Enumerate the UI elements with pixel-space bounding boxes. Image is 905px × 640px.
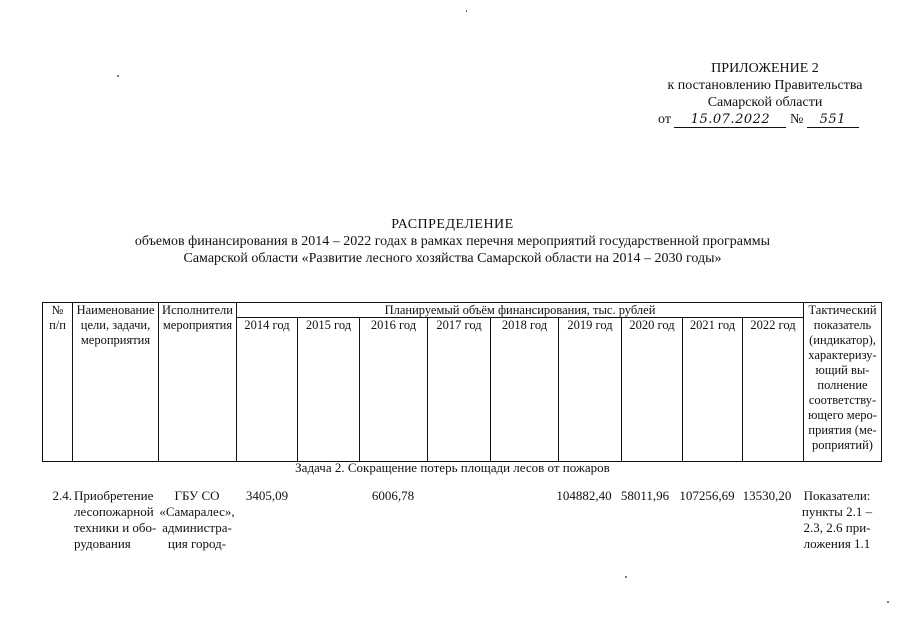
year-2020: 2020 год (622, 318, 683, 462)
row-number: 2.4. (52, 488, 72, 503)
scan-speck (466, 10, 467, 12)
year-2019: 2019 год (559, 318, 622, 462)
appendix-title: ПРИЛОЖЕНИЕ 2 (711, 61, 819, 76)
year-2018: 2018 год (491, 318, 559, 462)
value-2019: 104882,40 (556, 488, 612, 503)
value-2020: 58011,96 (620, 488, 670, 503)
title-line-2: объемов финансирования в 2014 – 2022 годах в рамках перечня мероприятий государственной программы (134, 234, 771, 249)
value-2014: 3405,09 (245, 488, 289, 503)
year-2021: 2021 год (683, 318, 743, 462)
financing-table (42, 302, 882, 462)
title-line-3: Самарской области «Развитие лесного хозяйства Самарской области на 2014 – 2030 годы» (183, 251, 722, 266)
year-2016: 2016 год (360, 318, 428, 462)
value-2022: 13530,20 (742, 488, 792, 503)
scan-speck (117, 75, 119, 77)
title-heading: РАСПРЕДЕЛЕНИЕ (391, 217, 514, 232)
header-num: № п/п (43, 303, 73, 462)
appendix-ref: к постановлению Правительства (667, 78, 863, 93)
header-executors: Исполнители мероприятия (159, 303, 237, 462)
number-prefix: № (789, 112, 804, 127)
header-name: Наименование цели, задачи, мероприятия (73, 303, 159, 462)
task-heading: Задача 2. Сокращение потерь площади лесов от пожаров (295, 460, 610, 475)
appendix-region: Самарской области (707, 95, 823, 110)
number-value: 551 (807, 113, 859, 128)
value-2021: 107256,69 (679, 488, 735, 503)
year-2015: 2015 год (298, 318, 360, 462)
scan-speck (887, 601, 889, 603)
row-indicator: Показатели: пункты 2.1 – 2.3, 2.6 при-ложения 1.1 (801, 488, 873, 551)
year-2017: 2017 год (428, 318, 491, 462)
value-2016: 6006,78 (371, 488, 415, 503)
document-title (0, 216, 905, 267)
row-name: Приобретение лесопожарной техники и обо-рудования (74, 488, 157, 551)
header-financing: Планируемый объём финансирования, тыс. рублей (237, 303, 804, 318)
year-2014: 2014 год (237, 318, 298, 462)
date-value: 15.07.2022 (674, 113, 786, 128)
header-indicator: Тактический показатель (индикатор), характеризу-ющий вы-полнение соответству-ющего меро-приятия (ме-роприятий) (804, 303, 882, 462)
date-prefix: от (658, 112, 671, 127)
row-executors: ГБУ СО «Самаралес», администра-ция город- (159, 488, 235, 551)
appendix-date-line (640, 111, 890, 128)
scan-speck (625, 576, 627, 578)
appendix-header (640, 60, 890, 128)
year-2022: 2022 год (743, 318, 804, 462)
